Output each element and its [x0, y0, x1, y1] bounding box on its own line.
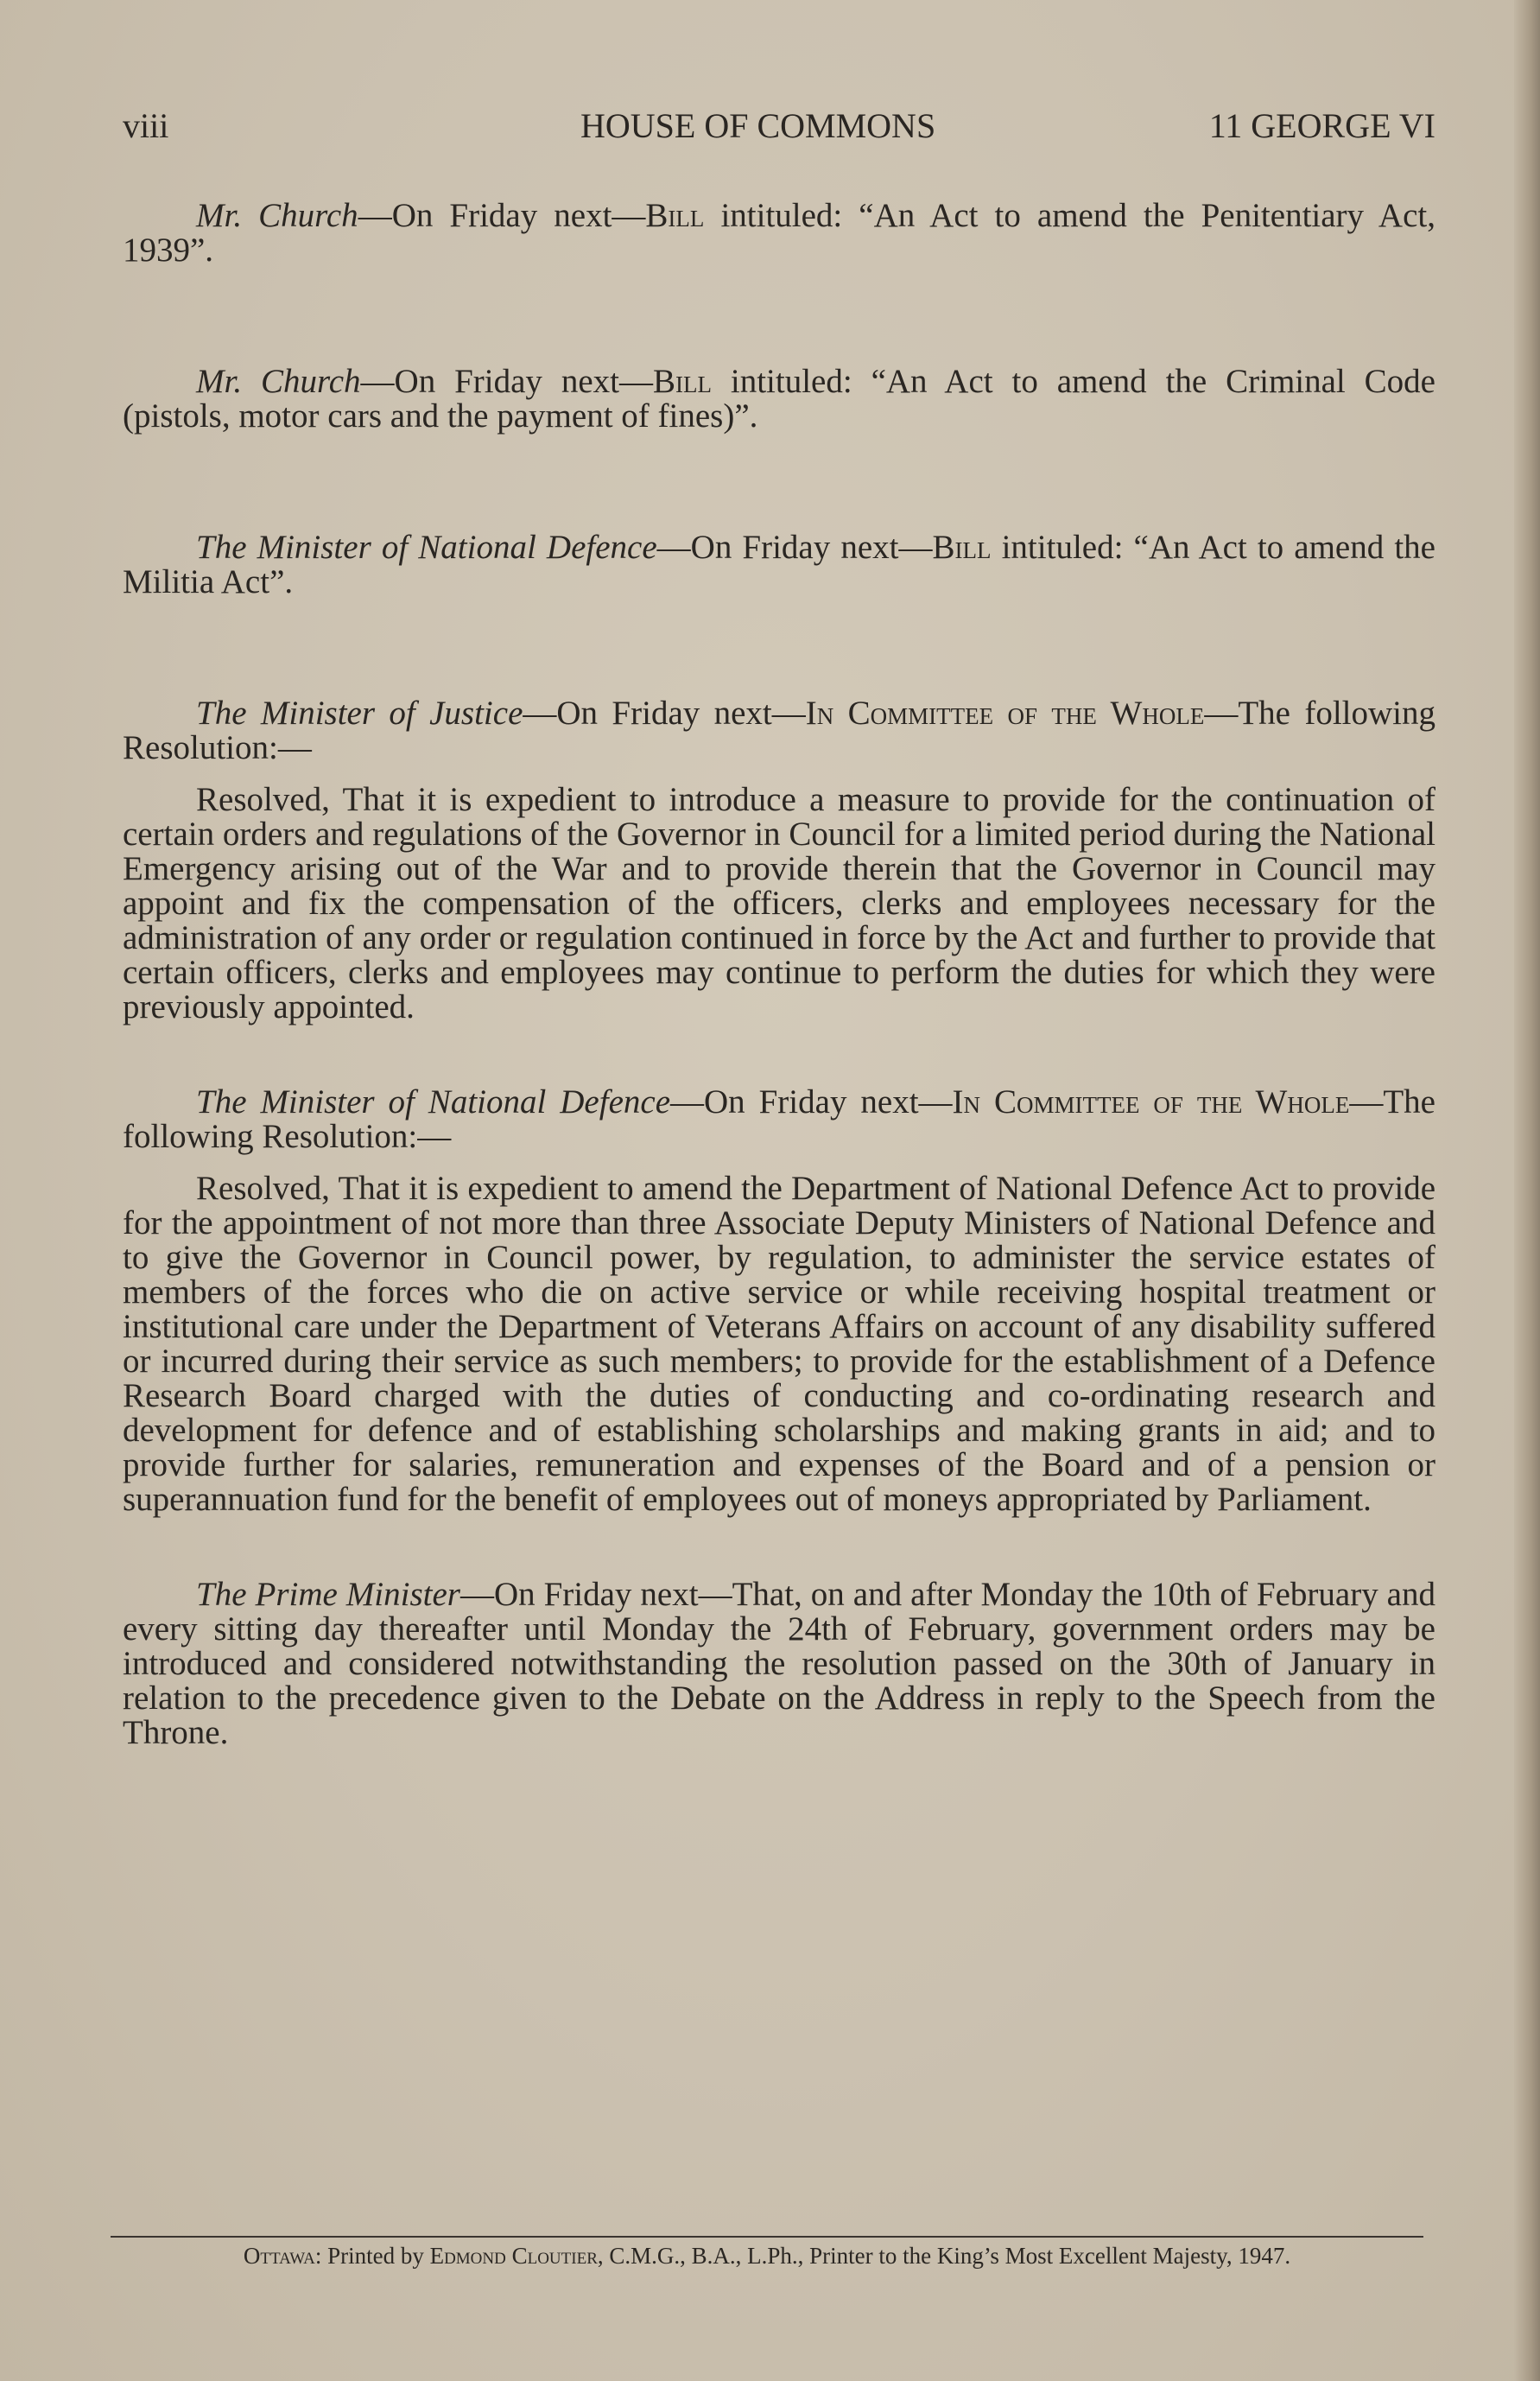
notice-kind: In Committee of the Whole: [952, 1083, 1350, 1121]
printer-imprint: [111, 2243, 1423, 2270]
imprint-printer: Edmond Cloutier: [429, 2243, 598, 2269]
notices-body: [123, 199, 1435, 1847]
notice-timing: —On Friday next—: [360, 363, 653, 400]
notice-text: —The following Resolution:—: [123, 695, 1436, 766]
regnal-year: 11 GEORGE VI: [1208, 106, 1435, 145]
imprint-printed-by: : Printed by: [314, 2243, 430, 2269]
imprint-place: Ottawa: [243, 2243, 315, 2269]
notice-paragraph: [123, 696, 1435, 765]
notice-kind: In Committee of the Whole: [805, 695, 1205, 732]
notice-kind: Bill: [652, 363, 712, 400]
notice-paragraph: [123, 530, 1435, 600]
notice-prime-minister: [123, 1578, 1435, 1750]
notice-militia-act: [123, 530, 1435, 600]
notice-paragraph: [123, 365, 1435, 434]
mover-name: The Prime Minister: [196, 1576, 460, 1613]
notice-text: intituled: “An Act to amend the Criminal Code (pistols, motor cars and the payment of fines)”.: [123, 363, 1435, 435]
mover-name: The Minister of National Defence: [196, 529, 657, 566]
notice-justice-resolution: [123, 696, 1435, 1025]
notice-timing: —On Friday next—: [670, 1083, 953, 1121]
resolution-text: Resolved, That it is expedient to introduce a measure to provide for the continuation of certain orders and regulations of the Governor in Council for a limited period during the National Emergency arising out of the War and to provide therein that the Governor in Council may appoint and fix the compensation of the officers, clerks and employees necessary for the administration of any order or regulation continued in force by the Act and further to provide that certain officers, clerks and employees may continue to perform the duties for which they were previously appointed.: [123, 781, 1435, 1025]
notice-text: intituled: “An Act to amend the Militia Act”.: [123, 529, 1435, 600]
notice-timing: —On Friday next—: [358, 197, 646, 234]
mover-name: The Minister of Justice: [196, 695, 523, 732]
notice-paragraph: [123, 199, 1435, 268]
imprint-details: , C.M.G., B.A., L.Ph., Printer to the King’s Most Excellent Majesty, 1947.: [597, 2243, 1291, 2269]
notice-church-criminal-code: [123, 365, 1435, 434]
notice-text: —On Friday next—That, on and after Monday the 10th of February and every sitting day thereafter until Monday the 24th of February, government orders may be introduced and considered notwithstanding the resolution passed on the 30th of January in relation to the precedence given to the Debate on the Address in reply to the Speech from the Throne.: [123, 1576, 1435, 1751]
notice-timing: —On Friday next—: [656, 529, 933, 566]
notice-defence-resolution: [123, 1085, 1435, 1517]
resolution-text: Resolved, That it is expedient to amend the Department of National Defence Act to provide for the appointment of not more than three Associate Deputy Ministers of National Defence and to give the Governor in Council power, by regulation, to administer the service estates of members of the forces who die on active service or while receiving hospital treatment or institutional care under the Department of Veterans Affairs on account of any disability suffered or incurred during their service as such members; to provide for the establishment of a Defence Research Board charged with the duties of conducting and co-ordinating research and development for defence and of establishing scholarships and making grants in aid; and to provide further for salaries, remuneration and expenses of the Board and of a pension or superannuation fund for the benefit of employees out of moneys appropriated by Parliament.: [123, 1170, 1435, 1518]
mover-name: Mr. Church: [196, 197, 358, 234]
notice-paragraph: [123, 1085, 1435, 1154]
notice-kind: Bill: [932, 529, 992, 566]
notice-kind: Bill: [645, 197, 705, 234]
page-number: viii: [123, 106, 169, 145]
page-edge-shadow: [1514, 0, 1540, 2381]
header-title: HOUSE OF COMMONS: [580, 106, 936, 145]
notice-timing: —On Friday next—: [523, 695, 806, 732]
notice-text: intituled: “An Act to amend the Penitentiary Act, 1939”.: [123, 197, 1435, 269]
footer-divider: [111, 2236, 1423, 2238]
notice-text: —The following Resolution:—: [123, 1083, 1435, 1155]
running-header: [123, 105, 1435, 157]
mover-name: Mr. Church: [196, 363, 361, 400]
notice-church-penitentiary: [123, 199, 1435, 268]
mover-name: The Minister of National Defence: [196, 1083, 671, 1121]
notice-paragraph: [123, 1578, 1435, 1750]
